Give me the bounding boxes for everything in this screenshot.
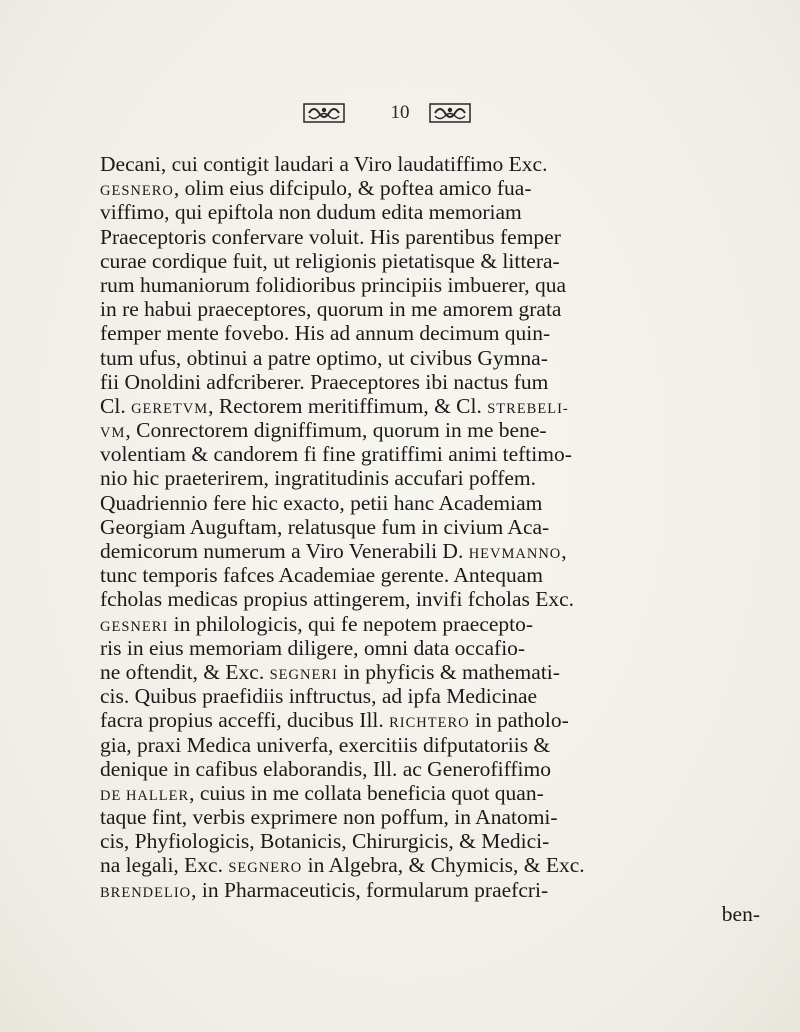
- text-line: [100, 636, 780, 660]
- proper-name: GERETVM: [131, 400, 209, 417]
- text-line: [100, 321, 780, 345]
- text-segment: na legali, Exc.: [100, 853, 229, 878]
- text-segment: fcholas medicas propius attingerem, invifi fcholas Exc.: [100, 587, 575, 612]
- text-line: [100, 660, 780, 684]
- text-segment: , cuius in me collata beneficia quot quan-: [189, 780, 544, 805]
- text-line: [100, 587, 780, 611]
- printer-ornament-icon: [303, 102, 345, 124]
- proper-name: GESNERO: [100, 183, 174, 200]
- running-header: [0, 88, 800, 138]
- text-segment: cis, Phyfiologicis, Botanicis, Chirurgicis, & Medici-: [100, 829, 550, 854]
- proper-name: BRENDELIO: [100, 884, 192, 901]
- text-line: [100, 757, 780, 781]
- text-segment: Georgiam Auguftam, relatusque fum in civium Aca-: [100, 514, 550, 539]
- text-segment: ris in eius memoriam diligere, omni data occafio-: [100, 635, 526, 660]
- text-segment: rum humaniorum folidioribus principiis imbuerer, qua: [100, 272, 567, 297]
- text-line: [100, 225, 780, 249]
- text-line: [100, 249, 780, 273]
- text-segment: tum ufus, obtinui a patre optimo, ut civibus Gymna-: [100, 345, 548, 370]
- text-segment: Cl.: [100, 393, 132, 418]
- text-segment: facra propius acceffi, ducibus Ill.: [100, 708, 390, 733]
- text-segment: viffimo, qui epiftola non dudum edita memoriam: [100, 200, 522, 225]
- text-line: [100, 152, 780, 176]
- text-segment: gia, praxi Medica univerfa, exercitiis difputatoriis &: [100, 732, 551, 757]
- text-line: [100, 491, 780, 515]
- text-segment: in re habui praeceptores, quorum in me amorem grata: [100, 297, 562, 322]
- text-segment: volentiam & candorem fi fine gratiffimi animi teftimo-: [100, 442, 572, 467]
- proper-name: VM: [100, 425, 126, 442]
- text-segment: ne oftendit, & Exc.: [100, 659, 270, 684]
- text-segment: nio hic praeterirem, ingratitudinis accufari poffem.: [100, 466, 537, 491]
- text-segment: in patholo-: [469, 708, 569, 733]
- text-segment: ben-: [721, 901, 760, 926]
- text-segment: Praeceptoris confervare voluit. His parentibus femper: [100, 224, 561, 249]
- printer-ornament-icon: [429, 102, 471, 124]
- text-line: [100, 829, 780, 853]
- text-line: [100, 853, 780, 877]
- text-segment: in philologicis, qui fe nepotem praecepto-: [168, 611, 534, 636]
- text-segment: curae cordique fuit, ut religionis pietatisque & littera-: [100, 248, 560, 273]
- body-text: [100, 152, 780, 926]
- text-segment: taque fint, verbis exprimere non poffum, in Anatomi-: [100, 805, 558, 830]
- text-segment: cis. Quibus praefidiis inftructus, ad ipfa Medicinae: [100, 684, 538, 709]
- proper-name: RICHTERO: [389, 715, 470, 732]
- text-line: [100, 297, 780, 321]
- proper-name: STREBELI-: [487, 400, 569, 417]
- text-line: [100, 346, 780, 370]
- text-line: [100, 539, 780, 563]
- text-line: [100, 273, 780, 297]
- text-line: [100, 878, 780, 902]
- text-segment: demicorum numerum a Viro Venerabili D.: [100, 539, 469, 563]
- text-segment: ,: [561, 539, 567, 563]
- text-line: [100, 394, 780, 418]
- text-line: [100, 902, 780, 926]
- text-line: [100, 466, 780, 490]
- proper-name: GESNERI: [100, 618, 169, 635]
- text-segment: denique in cafibus elaborandis, Ill. ac Generofiffimo: [100, 756, 551, 781]
- text-line: [100, 176, 780, 200]
- page-number: 10: [390, 102, 410, 123]
- text-line: [100, 805, 780, 829]
- text-line: [100, 515, 780, 539]
- text-segment: , in Pharmaceuticis, formularum praefcri-: [191, 877, 549, 902]
- text-segment: tunc temporis fafces Academiae gerente. Antequam: [100, 563, 543, 588]
- text-line: [100, 708, 780, 732]
- proper-name: SEGNERI: [269, 666, 338, 683]
- text-segment: Quadriennio fere hic exacto, petii hanc Academiam: [100, 490, 543, 515]
- proper-name: HEVMANNO: [468, 546, 562, 562]
- text-segment: Decani, cui contigit laudari a Viro laudatiffimo Exc.: [100, 152, 548, 176]
- proper-name: DE HALLER: [100, 787, 190, 804]
- text-line: [100, 418, 780, 442]
- text-segment: fii Onoldini adfcriberer. Praeceptores ibi nactus fum: [100, 369, 549, 394]
- text-line: [100, 684, 780, 708]
- text-line: [100, 370, 780, 394]
- proper-name: SEGNERO: [228, 860, 303, 877]
- text-line: [100, 563, 780, 587]
- text-segment: , olim eius difcipulo, & poftea amico fua-: [173, 176, 532, 201]
- text-line: [100, 442, 780, 466]
- text-segment: femper mente fovebo. His ad annum decimum quin-: [100, 321, 551, 346]
- text-segment: , Conrectorem digniffimum, quorum in me bene-: [125, 418, 547, 443]
- text-segment: in Algebra, & Chymicis, & Exc.: [302, 853, 585, 878]
- text-line: [100, 733, 780, 757]
- text-line: [100, 781, 780, 805]
- text-segment: in phyficis & mathemati-: [337, 659, 560, 684]
- text-line: [100, 612, 780, 636]
- text-line: [100, 200, 780, 224]
- text-segment: , Rectorem meritiffimum, & Cl.: [208, 393, 488, 418]
